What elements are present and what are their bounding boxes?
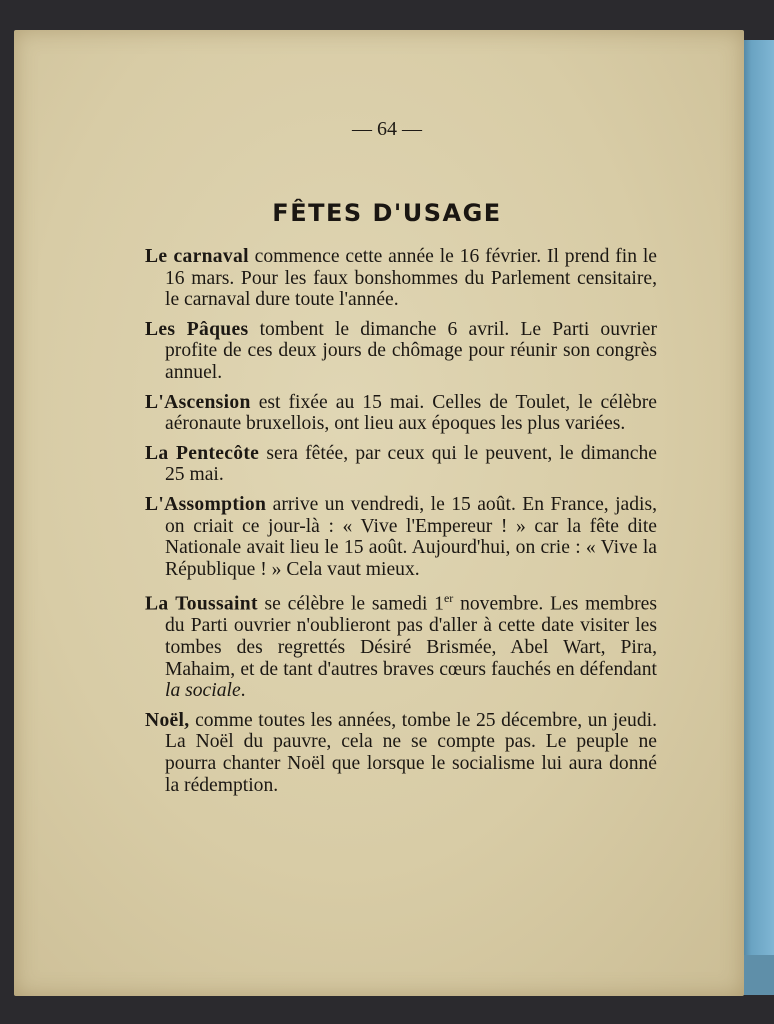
entry-ascension [145, 392, 657, 435]
entry-text-continued: novembre. Les membres du Parti ouvrier n'oublieront pas d'aller à cette date visiter les tombes des regrettés Désiré Brismée, Abel Wart, Pira, Mahaim, et de tant d'autres braves cœurs fauchés en défendant [165, 593, 657, 680]
entry-term: La Toussaint [145, 593, 258, 615]
entry-term: Les Pâques [145, 318, 249, 340]
page-title: FÊTES D'USAGE [272, 199, 502, 227]
entry-term: L'Ascension [145, 391, 251, 413]
ordinal-superscript: er [443, 591, 454, 606]
entry-italic-text: la sociale [165, 680, 241, 702]
entry-end-punctuation: . [240, 680, 246, 702]
entry-text: tombent le dimanche 6 avril. Le Parti ouvrier profite de ces deux jours de chômage pour réunir son congrès annuel. [165, 318, 658, 383]
entry-text: comme toutes les années, tombe le 25 décembre, un jeudi. La Noël du pauvre, cela ne se compte pas. Le peuple ne pourra chanter Noël que lorsque le socialisme lui aura donné la rédemption. [165, 709, 657, 796]
entry-assomption [145, 494, 657, 580]
entry-term: Noël, [145, 709, 190, 731]
entry-carnaval [145, 246, 657, 311]
entry-term: Le carnaval [145, 246, 249, 267]
page-number: — 64 — [352, 118, 422, 140]
entry-toussaint [145, 588, 657, 702]
entry-text: sera fêtée, par ceux qui le peuvent, le dimanche 25 mai. [165, 442, 657, 486]
entry-text: commence cette année le 16 février. Il prend fin le 16 mars. Pour les faux bonshommes du Parlement censitaire, le carnaval dure toute l'année. [165, 246, 657, 311]
holiday-list [145, 246, 657, 804]
entry-noel [145, 710, 657, 796]
entry-paques [145, 319, 657, 384]
entry-text: se célèbre le samedi 1 [257, 593, 444, 615]
entry-term: La Pentecôte [145, 442, 260, 464]
entry-term: L'Assomption [145, 493, 267, 515]
entry-pentecote [145, 443, 657, 486]
entry-text: est fixée au 15 mai. Celles de Toulet, le célèbre aéronaute bruxellois, ont lieu aux époques les plus variées. [165, 391, 657, 435]
entry-text: arrive un vendredi, le 15 août. En France, jadis, on criait ce jour-là : « Vive l'Empereur ! » car la fête dite Nationale avait lieu le 15 août. Aujourd'hui, on crie : « Vive la République ! » Cela vaut mieux. [165, 493, 657, 580]
